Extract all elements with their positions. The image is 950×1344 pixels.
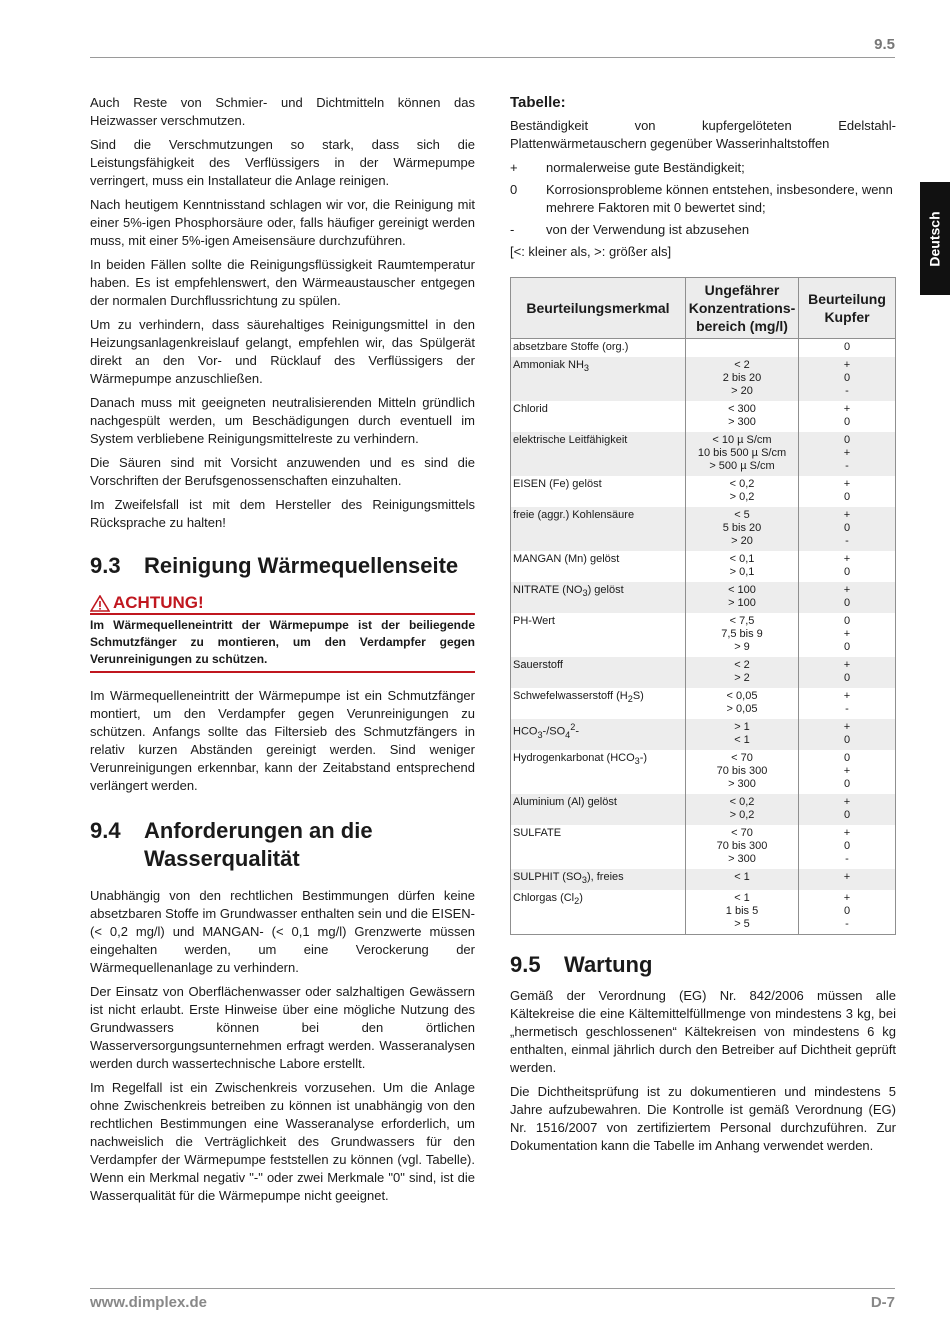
copper-rating-value: + bbox=[843, 478, 851, 490]
warning-text: Im Wärmequelleneintritt der Wärmepumpe ist der beiliegende Schmutzfänger zu montieren, um den Verdampfer gegen Verunreinigungen zu schützen. bbox=[90, 615, 475, 673]
copper-rating-value: + bbox=[843, 509, 851, 521]
section-95-title: Wartung bbox=[564, 952, 653, 978]
paragraph: Im Zweifelsfall ist mit dem Hersteller des Reinigungsmittels Rücksprache zu halten! bbox=[90, 497, 475, 530]
criterion-cell: NITRATE $(NO_3)$ gelöst bbox=[511, 582, 686, 613]
footer-website: www.dimplex.de bbox=[90, 1294, 207, 1311]
concentration-cell bbox=[686, 357, 799, 401]
paragraph: Im Wärmequelleneintritt der Wärmepumpe ist ein Schmutzfänger montiert, um den Verdampfer gegen Verunreinigungen zu schützen. Anfangs sollte das Filtersieb des Schmutzfängers in relativ kurzen Abständen gereinigt werden. Sind weniger Verunreinigungen erkennbar, kann der Zeitabstand entsprechend verlängert werden. bbox=[90, 688, 475, 793]
criterion-cell: freie (aggr.) Kohlensäure bbox=[511, 507, 686, 551]
section-94-number: 9.4 bbox=[90, 818, 121, 843]
table-row bbox=[511, 750, 896, 794]
header-copper-rating: Beurteilung Kupfer bbox=[799, 278, 896, 339]
concentration-value: > 0,2 bbox=[729, 809, 755, 821]
criterion-cell: EISEN (Fe) gelöst bbox=[511, 476, 686, 507]
paragraph: Nach heutigem Kenntnisstand schlagen wir vor, die Reinigung mit einer 5%-igen Phosphorsäure oder, falls häufiger gereinigt werden muss, mit einer 5%-igen Ameisensäure durchzuführen. bbox=[90, 197, 475, 248]
section-95-number: 9.5 bbox=[510, 952, 541, 978]
copper-rating-value: + bbox=[843, 359, 851, 371]
copper-rating-value: + bbox=[843, 892, 851, 905]
concentration-value: > 2 bbox=[734, 672, 750, 684]
copper-rating-value: 0 bbox=[843, 597, 851, 609]
copper-rating-value: 0 bbox=[843, 641, 851, 653]
table-row bbox=[511, 551, 896, 582]
copper-rating-value: 0 bbox=[843, 672, 851, 684]
concentration-value: 70 bis 300 bbox=[716, 840, 768, 852]
table-row bbox=[511, 825, 896, 869]
section-94-heading bbox=[90, 817, 475, 873]
copper-rating-cell bbox=[799, 401, 896, 432]
copper-rating-value: - bbox=[845, 853, 849, 865]
paragraph: Gemäß der Verordnung (EG) Nr. 842/2006 müssen alle Kältekreise die eine Kältemittelfüllmenge von mindestens 3 kg, bei „hermetisch geschlossenen“ Kältekreisen von mindestens 6 kg enthalten, einmal jährlich durch den Betreiber auf Dichtheit geprüft werden. bbox=[510, 988, 896, 1076]
copper-rating-value: 0 bbox=[843, 734, 851, 746]
rating-description: von der Verwendung ist abzusehen bbox=[546, 222, 750, 237]
table-row bbox=[511, 688, 896, 719]
copper-rating-value: 0 bbox=[843, 752, 851, 764]
copper-rating-cell bbox=[799, 582, 896, 613]
concentration-value: > 0,05 bbox=[726, 703, 758, 715]
table-intro: Beständigkeit von kupfergelöteten Edelstahl-Plattenwärmetauschern gegenüber Wasserinhaltstoffen bbox=[510, 118, 896, 151]
paragraph: Um zu verhindern, dass säurehaltiges Reinigungsmittel in den Heizungsanlagenkreislauf gelangt, empfehlen wir, das Spülgerät direkt an den Vor- und Rücklauf des Verflüssigers der Wärmepumpe anzuschließen. bbox=[90, 317, 475, 386]
concentration-cell bbox=[686, 507, 799, 551]
copper-rating-value: + bbox=[843, 584, 851, 596]
header-criterion: Beurteilungsmerkmal bbox=[511, 278, 686, 339]
right-column bbox=[510, 94, 896, 1161]
copper-rating-value: + bbox=[843, 871, 851, 883]
copper-rating-cell bbox=[799, 357, 896, 401]
concentration-value: > 500 µ S/cm bbox=[709, 460, 775, 472]
intro-paragraphs bbox=[90, 94, 475, 532]
paragraph: Danach muss mit geeigneten neutralisierenden Mitteln gründlich nachgespült werden, um Beschädigungen durch eventuell im System verbliebene Reinigungsmittelreste zu verhindern. bbox=[90, 395, 475, 446]
copper-rating-value: + bbox=[843, 659, 851, 671]
rating-definition bbox=[510, 221, 896, 239]
paragraph: Unabhängig von den rechtlichen Bestimmungen dürfen keine absetzbaren Stoffe im Grundwasser enthalten sein und die EISEN- (< 0,2 mg/l) und MANGAN- (< 0,1 mg/l) Grenzwerte müssen eingehalten werden, um eine Verockerung der Wärmequellenanlage zu verhindern. bbox=[90, 888, 475, 975]
concentration-value: > 9 bbox=[734, 641, 750, 653]
left-column bbox=[90, 94, 475, 1211]
copper-rating-value: + bbox=[843, 796, 851, 808]
concentration-value: < 300 bbox=[728, 403, 756, 415]
criterion-cell: SULPHIT $(SO_3)$, freies bbox=[511, 869, 686, 890]
language-tab bbox=[920, 182, 950, 295]
concentration-value: < 0,05 bbox=[726, 690, 758, 702]
copper-rating-value: + bbox=[843, 827, 851, 839]
rating-definition bbox=[510, 181, 896, 217]
concentration-value: 2 bis 20 bbox=[722, 372, 762, 384]
concentration-value: > 20 bbox=[731, 385, 753, 397]
table-row bbox=[511, 657, 896, 688]
section-93-title: Reinigung Wärmequellenseite bbox=[144, 553, 459, 578]
copper-rating-cell bbox=[799, 869, 896, 890]
copper-rating-cell bbox=[799, 688, 896, 719]
concentration-cell bbox=[686, 688, 799, 719]
concentration-value: < 70 bbox=[731, 752, 753, 764]
rating-definitions bbox=[510, 159, 896, 239]
copper-rating-value: 0 bbox=[843, 840, 851, 852]
table-row bbox=[511, 719, 896, 750]
copper-rating-cell bbox=[799, 890, 896, 935]
rating-definition bbox=[510, 159, 896, 177]
concentration-value: < 7,5 bbox=[729, 615, 755, 627]
rating-description: Korrosionsprobleme können entstehen, insbesondere, wenn mehrere Faktoren mit 0 bewertet sind; bbox=[546, 182, 893, 215]
criterion-cell: Ammoniak $NH_3$ bbox=[511, 357, 686, 401]
copper-rating-value: + bbox=[843, 628, 851, 640]
criterion-cell: SULFATE bbox=[511, 825, 686, 869]
copper-rating-value: 0 bbox=[843, 341, 851, 353]
copper-rating-value: 0 bbox=[843, 905, 851, 918]
paragraph: Die Dichtheitsprüfung ist zu dokumentieren und mindestens 5 Jahre aufzubewahren. Die Kontrolle ist gemäß Verordnung (EG) Nr. 1516/2007 von zertifiziertem Personal durchzuführen. Zur Dokumentation kann die Tabelle im Anhang verwendet werden. bbox=[510, 1084, 896, 1154]
section-93-number: 9.3 bbox=[90, 553, 121, 578]
table-row bbox=[511, 432, 896, 476]
concentration-value: < 100 bbox=[728, 584, 756, 596]
concentration-value: < 2 bbox=[734, 359, 750, 371]
concentration-value: 7,5 bis 9 bbox=[721, 628, 763, 640]
copper-rating-value: + bbox=[843, 553, 851, 565]
concentration-cell bbox=[686, 551, 799, 582]
copper-rating-cell bbox=[799, 750, 896, 794]
table-row bbox=[511, 476, 896, 507]
copper-rating-value: 0 bbox=[843, 491, 851, 503]
copper-rating-value: - bbox=[845, 918, 849, 931]
table-row bbox=[511, 794, 896, 825]
table-row bbox=[511, 357, 896, 401]
concentration-cell bbox=[686, 719, 799, 750]
rating-symbol: + bbox=[510, 160, 518, 175]
concentration-cell bbox=[686, 825, 799, 869]
copper-rating-value: 0 bbox=[843, 615, 851, 627]
concentration-value: < 1 bbox=[734, 871, 750, 883]
table-row bbox=[511, 401, 896, 432]
concentration-cell bbox=[686, 657, 799, 688]
header-rule bbox=[90, 57, 895, 58]
criterion-cell: absetzbare Stoffe (org.) bbox=[511, 339, 686, 358]
footer-page-number: D-7 bbox=[870, 1294, 895, 1311]
table-header-row bbox=[511, 278, 896, 339]
concentration-cell bbox=[686, 613, 799, 657]
paragraph: Der Einsatz von Oberflächenwasser oder salzhaltigen Gewässern ist nicht erlaubt. Erste Hinweise über eine mögliche Nutzung des Grundwassers können bei den örtlichen Wasserversorgungsunternehmen erfragt werden. Wasseranalysen werden durch wassertechnische Labore erstellt. bbox=[90, 984, 475, 1071]
criterion-cell: $HCO_3-/SO_4^2-$ bbox=[511, 719, 686, 750]
concentration-value: 5 bis 20 bbox=[722, 522, 762, 534]
copper-rating-value: + bbox=[843, 721, 851, 733]
copper-rating-value: 0 bbox=[843, 566, 851, 578]
criterion-cell: Schwefelwasserstoff $(H_2S)$ bbox=[511, 688, 686, 719]
concentration-value: < 10 µ S/cm bbox=[712, 434, 772, 446]
copper-rating-value: + bbox=[843, 690, 851, 702]
concentration-value: > 1 bbox=[734, 721, 750, 733]
criterion-cell: Hydrogenkarbonat $(HCO_3-)$ bbox=[511, 750, 686, 794]
concentration-value: > 20 bbox=[731, 535, 753, 547]
paragraph: Die Säuren sind mit Vorsicht anzuwenden und es sind die Vorschriften der Berufsgenossenschaften einzuhalten. bbox=[90, 455, 475, 488]
paragraph: In beiden Fällen sollte die Reinigungsflüssigkeit Raumtemperatur haben. Es ist empfehlenswert, den Wärmeaustauscher entgegen der normalen Durchflussrichtung zu spülen. bbox=[90, 257, 475, 308]
footer-rule bbox=[90, 1288, 895, 1289]
criterion-cell: elektrische Leitfähigkeit bbox=[511, 432, 686, 476]
concentration-cell bbox=[686, 432, 799, 476]
concentration-value: < 1 bbox=[734, 734, 750, 746]
concentration-cell bbox=[686, 794, 799, 825]
concentration-cell bbox=[686, 750, 799, 794]
criterion-cell: PH-Wert bbox=[511, 613, 686, 657]
concentration-value: > 0,2 bbox=[729, 491, 755, 503]
criterion-cell: MANGAN (Mn) gelöst bbox=[511, 551, 686, 582]
water-quality-table bbox=[510, 277, 896, 935]
copper-rating-value: 0 bbox=[843, 416, 851, 428]
concentration-value: < 70 bbox=[731, 827, 753, 839]
concentration-value: < 1 bbox=[734, 892, 750, 905]
concentration-value: > 100 bbox=[728, 597, 756, 609]
language-tab-label: Deutsch bbox=[927, 210, 944, 267]
copper-rating-value: + bbox=[843, 447, 851, 459]
table-row bbox=[511, 890, 896, 935]
concentration-value bbox=[688, 341, 796, 354]
criterion-cell: Chlorid bbox=[511, 401, 686, 432]
section-93-heading bbox=[90, 552, 475, 580]
table-row bbox=[511, 869, 896, 890]
copper-rating-cell bbox=[799, 657, 896, 688]
copper-rating-value: + bbox=[843, 403, 851, 415]
concentration-value: > 300 bbox=[728, 778, 756, 790]
comparison-legend: [<: kleiner als, >: größer als] bbox=[510, 244, 672, 259]
concentration-cell bbox=[686, 401, 799, 432]
rating-symbol: 0 bbox=[510, 182, 518, 197]
copper-rating-cell bbox=[799, 825, 896, 869]
copper-rating-value: 0 bbox=[843, 434, 851, 446]
copper-rating-value: 0 bbox=[843, 522, 851, 534]
copper-rating-value: 0 bbox=[843, 809, 851, 821]
copper-rating-value: - bbox=[845, 535, 849, 547]
concentration-value: > 300 bbox=[728, 853, 756, 865]
copper-rating-value: + bbox=[843, 765, 851, 777]
concentration-cell bbox=[686, 869, 799, 890]
copper-rating-cell bbox=[799, 613, 896, 657]
rating-description: normalerweise gute Beständigkeit; bbox=[546, 160, 745, 175]
concentration-cell bbox=[686, 476, 799, 507]
concentration-value: > 0,1 bbox=[729, 566, 755, 578]
section-94-paragraphs bbox=[90, 887, 475, 1205]
section-95-heading bbox=[510, 951, 896, 979]
concentration-value: < 0,2 bbox=[729, 796, 755, 808]
concentration-cell bbox=[686, 582, 799, 613]
concentration-value: < 5 bbox=[734, 509, 750, 521]
section-95-paragraphs bbox=[510, 987, 896, 1155]
warning-header bbox=[90, 594, 475, 615]
concentration-value: 1 bis 5 bbox=[725, 905, 759, 918]
copper-rating-cell bbox=[799, 476, 896, 507]
copper-rating-cell bbox=[799, 432, 896, 476]
concentration-cell bbox=[686, 890, 799, 935]
table-heading: Tabelle: bbox=[510, 94, 566, 111]
concentration-value: > 5 bbox=[734, 918, 750, 931]
warning-icon bbox=[90, 595, 110, 612]
copper-rating-cell bbox=[799, 551, 896, 582]
copper-rating-value: 0 bbox=[843, 778, 851, 790]
copper-rating-cell bbox=[799, 339, 896, 358]
concentration-value: 10 bis 500 µ S/cm bbox=[697, 447, 787, 459]
paragraph: Auch Reste von Schmier- und Dichtmitteln können das Heizwasser verschmutzen. bbox=[90, 95, 475, 128]
rating-symbol: - bbox=[510, 222, 515, 237]
copper-rating-value: 0 bbox=[843, 372, 851, 384]
criterion-cell: Sauerstoff bbox=[511, 657, 686, 688]
copper-rating-value: - bbox=[845, 703, 849, 715]
concentration-value: < 0,2 bbox=[729, 478, 755, 490]
concentration-value: > 300 bbox=[728, 416, 756, 428]
concentration-value: < 2 bbox=[734, 659, 750, 671]
section-93-paragraphs bbox=[90, 687, 475, 795]
copper-rating-cell bbox=[799, 794, 896, 825]
copper-rating-value: - bbox=[845, 385, 849, 397]
criterion-cell: Chlorgas $(Cl_2)$ bbox=[511, 890, 686, 935]
header-section-number: 9.5 bbox=[874, 36, 895, 53]
copper-rating-cell bbox=[799, 719, 896, 750]
paragraph: Sind die Verschmutzungen so stark, dass sich die Leistungsfähigkeit des Verflüssigers in der Wärmepumpe verringert, muss ein Installateur die Anlage reinigen. bbox=[90, 137, 475, 188]
table-row bbox=[511, 339, 896, 358]
paragraph: Im Regelfall ist ein Zwischenkreis vorzusehen. Um die Anlage ohne Zwischenkreis betreiben zu können ist unabhängig von den rechtlichen Bestimmungen eine Wasseranalyse erforderlich, um nachweislich die Verträglichkeit des Grundwassers für den Verdampfer der Wärmepumpe feststellen zu können (vgl. Tabelle). Wenn ein Merkmal negativ "-" oder zwei Merkmale "0" sind, ist die Wasserqualität für die Wärmepumpe nicht geeignet. bbox=[90, 1080, 475, 1203]
table-row bbox=[511, 507, 896, 551]
warning-label: ACHTUNG! bbox=[113, 593, 204, 612]
section-94-title: Anforderungen an die Wasserqualität bbox=[144, 818, 373, 871]
concentration-value: < 0,1 bbox=[729, 553, 755, 565]
copper-rating-value: - bbox=[845, 460, 849, 472]
criterion-cell: Aluminium (Al) gelöst bbox=[511, 794, 686, 825]
concentration-cell bbox=[686, 339, 799, 358]
concentration-value: 70 bis 300 bbox=[716, 765, 768, 777]
header-concentration: Ungefährer Konzentrations-bereich (mg/l) bbox=[686, 278, 799, 339]
copper-rating-cell bbox=[799, 507, 896, 551]
table-row bbox=[511, 582, 896, 613]
table-row bbox=[511, 613, 896, 657]
